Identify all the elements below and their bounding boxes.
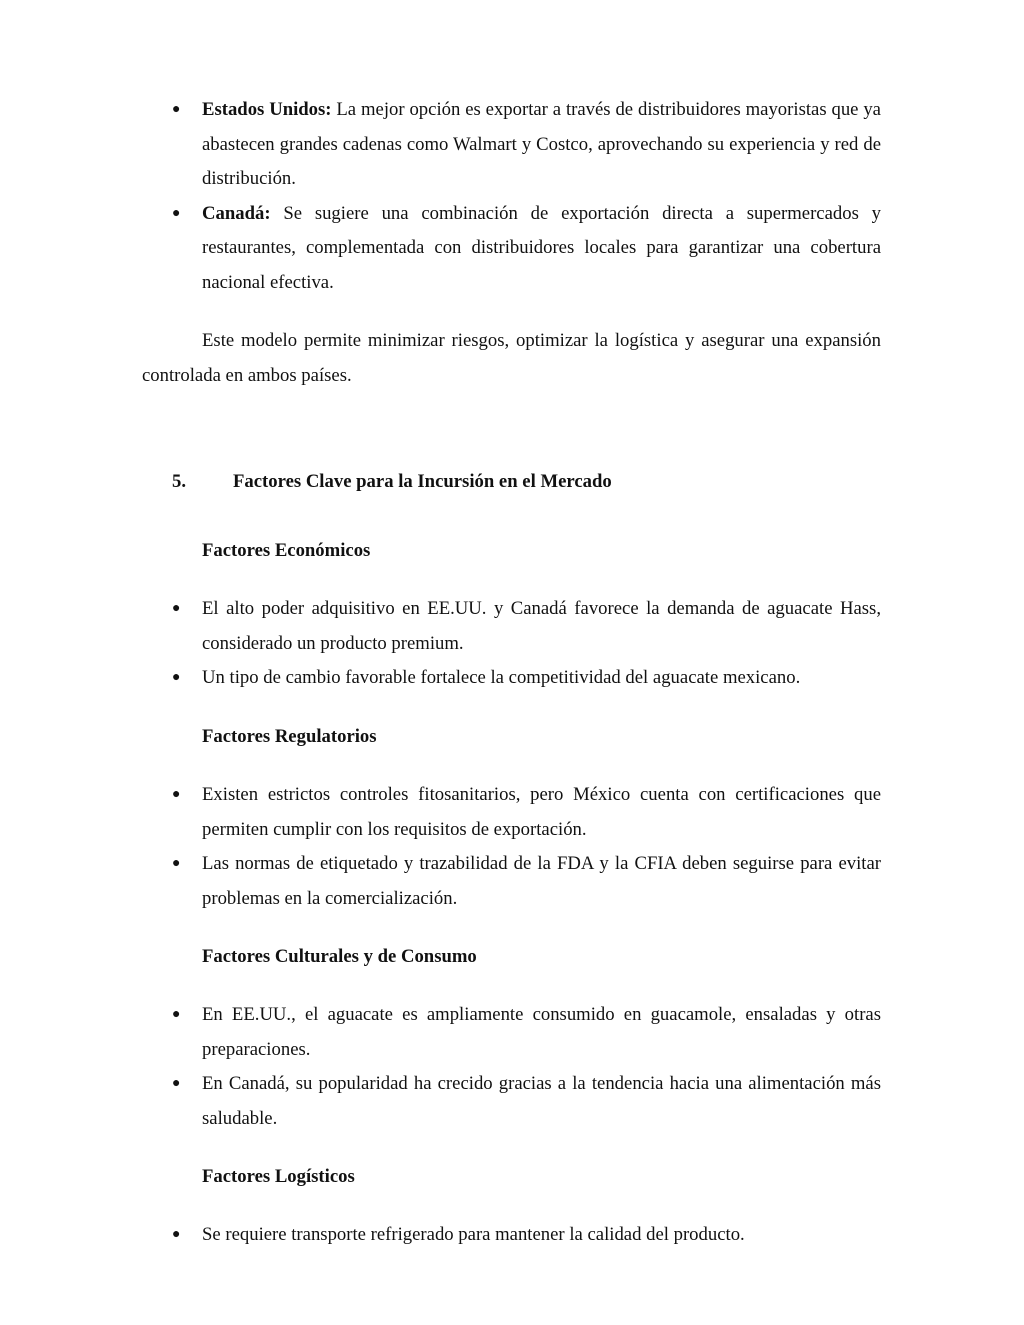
list-item [0,998,881,1067]
bullet-icon: ● [172,1076,181,1092]
subheading-logisticos: Factores Logísticos [202,1166,355,1187]
bullet-icon: ● [172,102,181,117]
list-item-text: Se sugiere una combinación de exportación directa a supermercados y restaurantes, complementada con distribuidores locales para garantizar una cobertura nacional efectiva. [202,202,881,293]
list-item-text: En EE.UU., el aguacate es ampliamente consumido en guacamole, ensaladas y otras preparaciones. [202,1004,881,1060]
bullet-icon: ● [172,205,181,221]
list-item-lead: Canadá: [202,202,271,224]
list-item [0,661,881,696]
subheading-regulatorios: Factores Regulatorios [202,726,377,747]
export-strategy-list [0,93,1024,301]
list-item [0,592,881,661]
bullet-icon: ● [172,787,181,802]
section-title: Factores Clave para la Incursión en el Mercado [233,471,612,492]
bullet-icon: ● [172,670,181,686]
list-item-text: La mejor opción es exportar a través de distribuidores mayoristas que ya abastecen grandes cadenas como Walmart y Costco, aprovechando su experiencia y red de distribución. [202,99,881,190]
list-item-text: En Canadá, su popularidad ha crecido gracias a la tendencia hacia una alimentación más saludable. [202,1073,881,1129]
economicos-list [0,592,1024,696]
list-item-text: Existen estrictos controles fitosanitarios, pero México cuenta con certificaciones que permiten cumplir con los requisitos de exportación. [202,784,881,840]
list-item [0,197,881,301]
bullet-icon: ● [172,856,181,872]
bullet-icon: ● [172,1227,181,1242]
list-item-lead: Estados Unidos: [202,99,332,120]
body-paragraph: Este modelo permite minimizar riesgos, optimizar la logística y asegurar una expansión controlada en ambos países. [142,330,881,386]
list-item [0,847,881,916]
list-item-text: El alto poder adquisitivo en EE.UU. y Canadá favorece la demanda de aguacate Hass, considerado un producto premium. [202,598,881,654]
subheading-economicos: Factores Económicos [202,540,371,561]
list-item [0,1067,881,1136]
logisticos-list [0,1218,1024,1253]
list-item [0,1218,881,1253]
bullet-icon: ● [172,1007,181,1022]
list-item-text: Se requiere transporte refrigerado para mantener la calidad del producto. [202,1224,745,1245]
list-item [0,778,881,847]
section-number: 5. [172,471,187,492]
regulatorios-list [0,778,1024,916]
culturales-list [0,998,1024,1136]
list-item-text: Las normas de etiquetado y trazabilidad de la FDA y la CFIA deben seguirse para evitar problemas en la comercialización. [202,853,881,909]
subheading-culturales: Factores Culturales y de Consumo [202,946,477,967]
list-item-text: Un tipo de cambio favorable fortalece la competitividad del aguacate mexicano. [202,667,801,689]
section-heading [172,465,612,500]
bullet-icon: ● [172,601,181,616]
list-item [0,93,881,197]
